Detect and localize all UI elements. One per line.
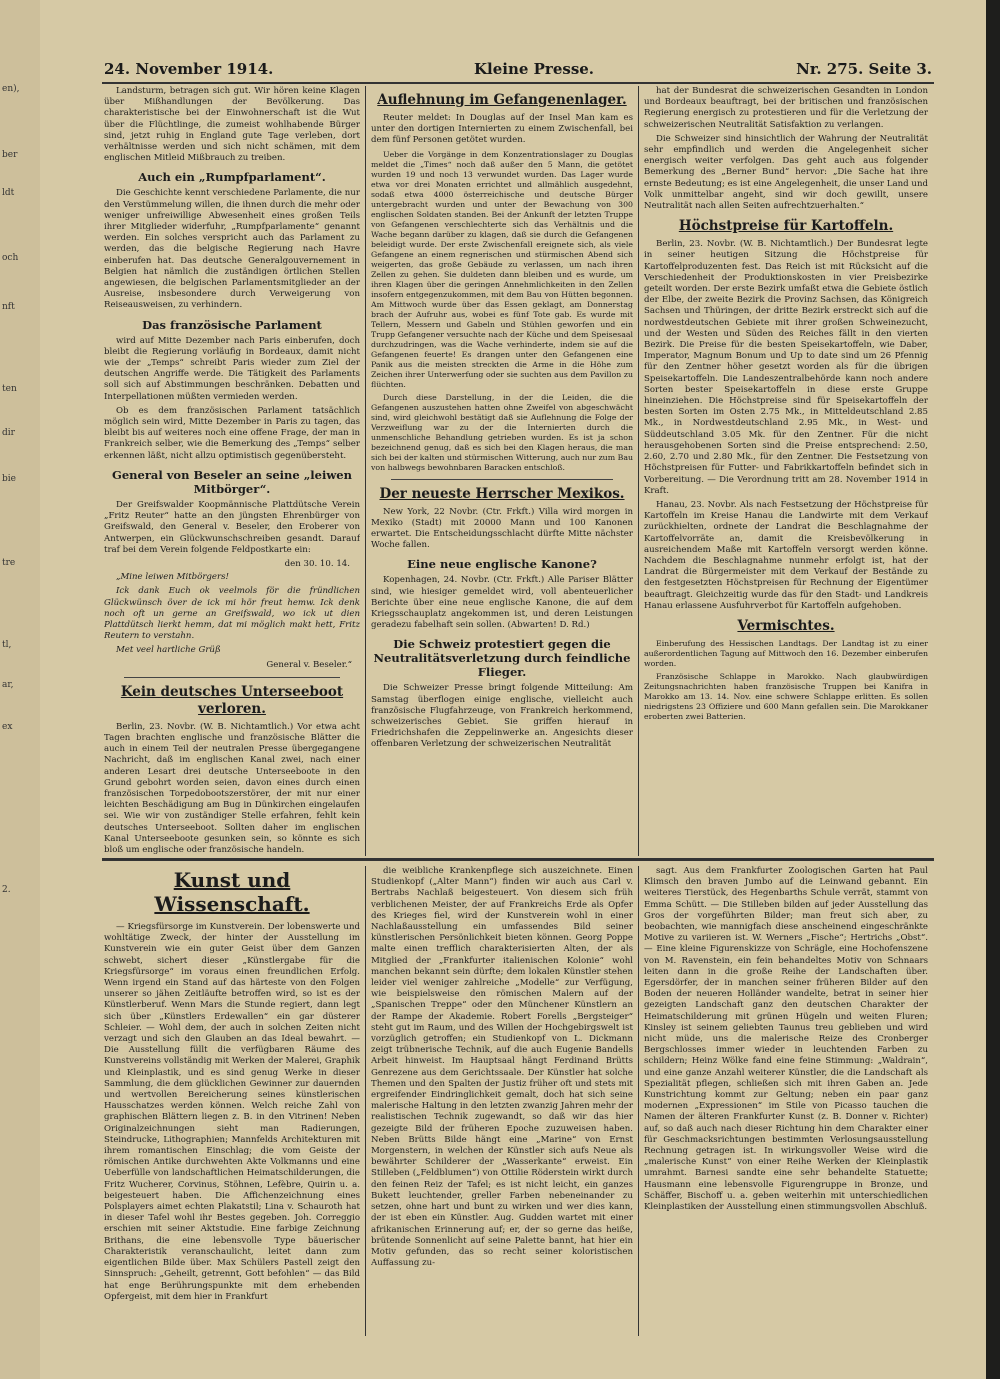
headline-mexiko: Der neueste Herrscher Mexikos. (379, 485, 625, 502)
article-text: hat der Bundesrat die schweizerischen Gesandten in London und Bordeaux beauftragt, bei der britischen und französischen Regierung energisch zu protestieren und für die Verletzung der schweizerischen Neutralität Satisfaktion zu verlangen. (644, 86, 928, 130)
signature: General v. Beseler.“ (266, 659, 352, 670)
strip-fragment: tre (2, 558, 16, 568)
headline-franz-parlament: Das französische Parlament (142, 317, 322, 332)
column-2 (371, 86, 633, 856)
strip-fragment: en), (2, 84, 20, 94)
article-text: wird auf Mitte Dezember nach Paris einberufen, doch bleibt die Regierung vorläufig in Bordeaux, damit nicht wie der „Temps“ schreibt Paris wieder zum Ziel der deutschen Angriffe werde. Die Tätigkeit des Parlaments soll sich auf Abstimmungen beschränken. Debatten und Interpellationen müßten vermieden werden. (104, 335, 360, 402)
article-text: die weibliche Krankenpflege sich auszeichnete. Einen Studienkopf („Alter Mann“) finden wir auch aus Carl v. Bertrabs Nachlaß beigesteuert. Von diesem sich früh verblichenen Meister, der auf Frankreichs Erde als Opfer des Krieges fiel, wird der Kunstverein wohl in einer Nachlaßausstellung ein umfassendes Bild seiner künstlerischen Persönlichkeit bieten können. Georg Poppe malte einen trefflich charakterisierten Alten, der als Mitglied der „Frankfurter italienischen Kolonie“ wohl manchen bekannt sein dürfte; dem lokalen Künstler stehen leider viel weniger zahlreiche „Modelle“ zur Verfügung, wie beispielsweise den römischen Malern auf der „Spanischen Treppe“ oder den Münchener Künstlern an der Rampe der Akademie. Robert Forells „Bergsteiger“ steht gut im Raum, und des Willen der Hochgebirgswelt ist vorzüglich getroffen; ein Studienkopf von L. Dickmann zeigt trübnerische Technik, auf die auch Eugenie Bandells Arbeit hinweist. Im Hauptsaal hängt Ferdinand Brütts Genrezene aus dem Gerichtssaale. Der Künstler hat solche Themen und den Spalten der Justiz früher oft und stets mit ergreifender Eindringlichkeit gemalt, doch hat sich seine malerische Haltung in den letzten zwanzig Jahren mehr der realistischen Technik zugewandt, so daß wir das hier gezeigte Bild der früheren Epoche zuzuweisen haben. Neben Brütts Bilde hängt eine „Marine“ von Ernst Morgenstern, in welchen der Künstler sich aufs Neue als bewährter Schilderer der „Wasserkante“ erweist. Ein Stilleben („Feldblumen“) von Ottilie Röderstein wirkt durch den feinen Reiz der Tafel; es ist nicht leicht, ein ganzes Bukett leuchtender, greller Farben nebeneinander zu setzen, ohne hart und bunt zu wirken und wer dies kann, der ist eben ein Künstler. Aug. Gudden wartet mit einer afrikanischen Erinnerung auf; er, der so gerne das heiße, brütende Sonnenlicht auf seine Palette bannt, hat hier ein Motiv gefunden, das so recht seiner koloristischen Auffassung zu- (371, 866, 633, 1269)
strip-fragment: tl, (2, 640, 12, 650)
headline-rumpfparlament: Auch ein „Rumpfparlament“. (138, 170, 326, 185)
header-title: Kleine Presse. (474, 60, 595, 78)
strip-fragment: bie (2, 474, 16, 484)
kunst-column-1 (104, 866, 360, 1336)
column-3 (644, 86, 928, 856)
article-text: Französische Schlappe in Marokko. Nach glaubwürdigen Zeitungsnachrichten haben französische Truppen bei Kanifra in Marokko am 13. 14. Nov. eine schwere Schlappe erlitten. Es sollen niedrigstens 23 Offiziere und 600 Mann gefallen sein. Die Marokkaner eroberten zwei Batterien. (644, 671, 928, 721)
article-text: Die Schweizer sind hinsichtlich der Wahrung der Neutralität sehr empfindlich und werden die Angelegenheit sicher energisch weiter verfolgen. Das geht auch aus folgender Bemerkung des „Berner Bund“ hervor: „Die Sache hat ihre ernste Bedeutung; es ist eine Angelegenheit, die unser Land und Volk unmittelbar angeht, sind wir doch gewillt, unsere Neutralität nach allen Seiten aufrechtzuerhalten.“ (644, 133, 928, 212)
article-text: Ueber die Vorgänge in dem Konzentrationslager zu Douglas meldet die „Times“ noch daß außer den 5 Mann, die getötet wurden 19 und noch 13 verwundet wurden. Das Lager wurde etwa vor drei Monaten errichtet und allmählich ausgedehnt, sodaß etwa 4000 österreichische und deutsche Bürger untergebracht wurden und unter der Bewachung von 300 englischen Soldaten standen. Bei der Ankunft der letzten Truppe von Gefangenen verschlechterte sich das Verhältnis und die Wache begann darüber zu klagen, daß sie durch die Gefangenen beleidigt wurde. Der erste Zwischenfall ereignete sich, als viele Gefangene an einem regnerischen und stürmischen Abend sich weigerten, das große Gebäude zu verlassen, um nach ihren Zellen zu gehen. Sie duldeten dann bleiben und es wurde, um ihren Klagen über die geringen Annehmlichkeiten in den Zellen insofern entgegenzukommen, mit dem Bau von Hütten begonnen. Am Mittwoch wurde über das Essen geklagt, am Donnerstag brach der Aufruhr aus, wobei es fünf Tote gab. Es wurde mit Tellern, Messern und Gabeln und Stühlen geworfen und ein Trupp Gefangener versuchte nach der Küche und dem Speisesaal durchzudringen, was die Wache verhinderte, indem sie auf die Gefangenen feuerte! Es drangen unter den Gefangenen eine Panik aus die meisten streckten die Arme in die Höhe zum Zeichen ihrer Unterwerfung oder sie suchten aus dem Pavillon zu flüchten. (371, 149, 633, 389)
article-text: Durch diese Darstellung, in der die Leiden, die die Gefangenen auszustehen hatten ohne Zweifel von abgeschwächt sind, wird gleichwohl bestätigt daß sie Auflehnung die Folge der Verzweiflung war zu der die Internierten durch die unmenschliche Behandlung getrieben wurden. Es ist ja schon bezeichnend genug, daß es sich bei den Klagen heraus, die man sich bei der kalten und stürmischen Witterung, auch nur zum Bau von halbwegs bewohnbaren Baracken entschloß. (371, 392, 633, 472)
column-rule (638, 866, 639, 1336)
header-rule (102, 82, 934, 84)
headline-schweiz: Die Schweiz protestiert gegen die Neutralitätsverletzung durch feindliche Flieger. (373, 637, 631, 680)
headline-kanone: Eine neue englische Kanone? (407, 557, 597, 572)
divider (124, 677, 340, 678)
headline-vermischtes: Vermischtes. (737, 617, 835, 634)
quote-text: Met veel hartliche Grüß (116, 645, 221, 656)
strip-fragment: nft (2, 302, 15, 312)
strip-fragment: ten (2, 384, 17, 394)
kunst-column-2 (371, 866, 633, 1336)
section-title-kunst: Kunst und Wissenschaft. (154, 868, 310, 916)
kunst-column-3 (644, 866, 928, 1336)
article-text: sagt. Aus dem Frankfurter Zoologischen Garten hat Paul Klimsch den braven Jumbo auf die Leinwand gebannt. Ein weiteres Tierstück, des Hegenbarths Schule verrät, stammt von Emma Schütt. — Die Stilleben bilden auf jeder Ausstellung das Gros der vorgeführten Bilder; man freut sich aber, zu beobachten, wie mannigfach diese anscheinend eingeschränkte Motive zu variieren ist. W. Werners „Fische“; Hertrichs „Obst“. — Eine kleine Figurenskizze von Schrägle, eine Hochofenszene von M. Ravenstein, ein fein behandeltes Motiv von Schnaars leiten dann in die große Reihe der Landschaften über. Egersdörfer, der in manchen seiner früheren Bilder auf den Boden der neueren Holländer wandelte, betrat in seiner hier gezeigten Landschaft ganz den deutschen Charakter der Heimatschilderung mit grünen Hügeln und weiten Fluren; Kinsley ist seinem geliebten Taunus treu geblieben und wird nicht müde, uns die malerische Reize des Cronberger Bergschlosses immer wieder in leuchtenden Farben zu schildern; Heinz Wölke fand eine feine Stimmung: „Waldrain“, und eine ganze Anzahl weiterer Künstler, die die Landschaft als Spezialität pflegen, schließen sich mit ihren Gaben an. Jede Kunstrichtung kommt zur Geltung; neben ein paar ganz modernen „Expressionen“ im Stile von Picasso tauchen die Namen der älteren Frankfurter Kunst (z. B. Donner v. Richter) auf, so daß auch nach dieser Richtung hin dem Charakter einer für Geschmacksrichtungen bestimmten Verlosungsausstellung Rechnung getragen ist. In wirkungsvoller Weise wird die „malerische Kunst“ von einer Reihe Werken der Kleinplastik umrahmt. Barnesi sandte eine sehr behandelte Statuette; Hausmann eine lebensvolle Figurengruppe in Bronze, und Schäffer, Bischoff u. a. geben weiterhin mit unterschiedlichen Kleinplastiken der Ausstellung einen stimmungsvollen Abschluß. (644, 866, 928, 1213)
strip-fragment: och (2, 253, 19, 263)
section-rule (102, 858, 934, 861)
headline-gefangenenlager: Auflehnung im Gefangenenlager. (377, 92, 627, 108)
headline-beseler: General von Beseler an seine „leiwen Mitbörger“. (112, 467, 352, 496)
adjacent-page-strip (0, 0, 41, 1379)
strip-fragment: dir (2, 428, 15, 438)
article-text: Einberufung des Hessischen Landtags. Der Landtag ist zu einer außerordentlichen Tagung auf Mittwoch den 16. Dezember einberufen worden. (644, 638, 928, 668)
column-rule (365, 86, 366, 856)
header-date: 24. November 1914. (104, 60, 274, 78)
strip-fragment: 2. (2, 885, 11, 895)
headline-kartoffeln: Höchstpreise für Kartoffeln. (678, 218, 894, 235)
newspaper-page (40, 0, 986, 1379)
article-text: — Kriegsfürsorge im Kunstverein. Der lobenswerte und wohltätige Zweck, der hinter der Ausstellung im Kunstverein wie ein guter Geist über dem Ganzen schwebt, sichert dieser „Künstlergabe für die Kriegsfürsorge“ im voraus einen freundlichen Erfolg. Wenn irgend ein Stand auf das härteste von den Folgen unserer so jähen Zeitläufte betroffen wird, so ist es der Künstlerberuf. Wenn Mars die Stunde regiert, dann legt sich über „Künstlers Erdewallen“ ein gar düsterer Schleier. — Wohl dem, der auch in solchen Zeiten nicht verzagt und sich den Glauben an das Ideal bewahrt. — Die Ausstellung füllt die verfügbaren Räume des Kunstvereins vollständig mit Werken der Malerei, Graphik und Kleinplastik, und es sind genug Werke in dieser Sammlung, die dem glücklichen Gewinner zur dauernden und wertvollen Bereicherung seines künstlerischen Hausschatzes werden können. Welch reiche Zahl von graphischen Blättern liegen z. B. in den Vitrinen! Neben Originalzeichnungen sieht man Radierungen, Steindrucke, Lithographien; Mannfelds Architekturen mit ihrem romantischen Einschlag; die vom Geiste der römischen Antike durchwehten Akte Volkmanns und eine Ueberfülle von landschaftlichen Heimatschilderungen, die Fritz Wucherer, Corvinus, Stöhnen, Lefèbre, Quirin u. a. beigesteuert haben. Die Affichenzeichnung eines Polsplayers aimet echten Plakatstil; Lina v. Schauroth hat in dieser Tafel wohl ihr Bestes gegeben. Joh. Correggio erschien mit seiner Aktstudie. Eine farbige Zeichnung Brithans, die eine lebensvolle Type bäuerischer Charakteristik veranschaulicht, leitet dann zum eigentlichen Bilde über. Max Schülers Pastell zeigt den Sinnspruch: „Geheilt, getrennt, Gott befohlen“ — das Bild hat enge Berührungspunkte mit dem erhebenden Opfergeist, mit dem hier in Frankfurt (104, 922, 360, 1302)
article-text: Die Schweizer Presse bringt folgende Mitteilung: Am Samstag überflogen einige englische, vielleicht auch französische Flugfahrzeuge, von Frankreich herkommend, schweizerisches Gebiet. Sie griffen hierauf in Friedrichshafen die Zeppelinwerke an. Angesichts dieser offenbaren Verletzung der schweizerischen Neutralität (371, 683, 633, 750)
article-text: Ob es dem französischen Parlament tatsächlich möglich sein wird, Mitte Dezember in Paris zu tagen, das bleibt bis auf weiteres noch eine offene Frage, der man in Frankreich selber, wie die Bemerkung des „Temps“ selber erkennen läßt, nicht allzu optimistisch gegenübersteht. (104, 405, 360, 461)
strip-fragment: ldt (2, 188, 15, 198)
article-text: Hanau, 23. Novbr. Als nach Festsetzung der Höchstpreise für Kartoffeln im Kreise Hanau die Landwirte mit dem Verkauf zurückhielten, ordnete der Landrat die Beschlagnahme der Kartoffelvorräte an, damit die Kreisbevölkerung in ausreichendem Maße mit Kartoffeln versorgt werden könne. Nachdem die Beschlagnahme nunmehr erfolgt ist, hat der Landrat die Bürgermeister mit dem Verkauf der Bestände zu den festgesetzten Höchstpreisen für Rechnung der Eigentümer beauftragt. Gleichzeitig wurde das für den Stadt- und Landkreis Hanau erlassene Ausfuhrverbot für Kartoffeln aufgehoben. (644, 499, 928, 611)
page-header (104, 60, 932, 82)
strip-fragment: ber (2, 150, 18, 160)
article-text: Kopenhagen, 24. Novbr. (Ctr. Frkft.) Alle Pariser Blätter sind, wie hiesiger gemeldet wird, voll abenteuerlicher Berichte über eine neue englische Kanone, die auf dem Kriegsschauplatz angekommen ist, und deren Leistungen geradezu fabelhaft sein sollen. (Abwarten! D. Rd.) (371, 575, 633, 631)
strip-fragment: ex (2, 722, 13, 732)
article-text: Der Greifswalder Koopmännische Plattdütsche Verein „Fritz Reuter“ hatte an den jüngsten Ehrenbürger von Greifswald, den General v. Beseler, den Eroberer von Antwerpen, ein Glückwunschschreiben gesandt. Darauf traf bei dem Verein folgende Feldpostkarte ein: (104, 499, 360, 555)
quote-text: „Mine leiwen Mitbörgers! (116, 572, 229, 583)
article-text: Berlin, 23. Novbr. (W. B. Nichtamtlich.) Der Bundesrat legte in seiner heutigen Sitzung die Höchstpreise für Kartoffelproduzenten fest. Das Reich ist mit Rücksicht auf die Verschiedenheit der Produktionskosten in vier Preisbezirke geteilt worden. Der erste Bezirk umfaßt etwa die Gebiete östlich der Elbe, der zweite Bezirk die Provinz Sachsen, das Königreich Sachsen und Thüringen, der dritte Bezirk erstreckt sich auf die nordwestdeutschen Gebiete mit ihrer großen Schweinezucht, und der Westen und Süden des Reiches fällt in den vierten Bezirk. Die Preise für die besten Speisekartoffeln, wie Daber, Imperator, Magnum Bonum und Up to date sind um 26 Pfennig für den Zentner höher gesetzt worden als für die übrigen Speisekartoffeln. Die Landeszentralbehörde kann noch andere Sorten bester Speisekartoffeln in diese erste Gruppe hineinziehen. Die Höchstpreise sind für Speisekartoffeln der besten Sorten im Osten 2.75 Mk., in Mitteldeutschland 2.85 Mk., in Nordwestdeutschland 2.95 Mk., in West- und Süddeutschland 3.05 Mk. für den Zentner. Für die nicht herausgehobenen Sorten sind die Preise entsprechend: 2.50, 2.60, 2.70 und 2.80 Mk., für den Zentner. Die Festsetzung von Höchstpreisen für Futter- und Fabrikkartoffeln befindet sich in Vorbereitung. — Die Verordnung tritt am 28. November 1914 in Kraft. (644, 239, 928, 496)
article-text: New York, 22 Novbr. (Ctr. Frkft.) Villa wird morgen in Mexiko (Stadt) mit 20000 Mann und 100 Kanonen erwartet. Die Entscheidungsschlacht dürfte Mitte nächster Woche fallen. (371, 506, 633, 551)
divider (391, 479, 613, 480)
column-1 (104, 86, 360, 856)
dateline: den 30. 10. 14. (284, 558, 350, 569)
scan-edge (986, 0, 1000, 1379)
article-text: Berlin, 23. Novbr. (W. B. Nichtamtlich.) Vor etwa acht Tagen brachten englische und französische Blätter die auch in einem Teil der neutralen Presse übergegangene Nachricht, daß im englischen Kanal zwei, nach einer anderen Lesart drei deutsche Unterseeboote in den Grund gebohrt worden seien, davon eines durch einen französischen Torpedobootszerstörer, der mit nur einer leichten Beschädigung am Bug in Dünkirchen eingelaufen sei. Wie wir von zuständiger Stelle erfahren, fehlt kein deutsches Unterseeboot. Sollten daher im englischen Kanal Unterseeboote gesunken sein, so könnte es sich bloß um englische oder französische handeln. (104, 721, 360, 855)
quote-text: Ick dank Euch ok veelmols för die fründlichen Glückwünsch över de ick mi hör freut hemw. Ick denk noch oft un gerne an Greifswald, wo ick ut dien Plattdütsch lierkt hemm, dat mi möglich makt hett, Fritz Reutern to verstahn. (104, 586, 360, 642)
headline-unterseeboot: Kein deutsches Unterseeboot verloren. (120, 683, 344, 717)
column-rule (365, 866, 366, 1336)
header-issue: Nr. 275. Seite 3. (796, 60, 932, 78)
strip-fragment: ar, (2, 680, 14, 690)
article-text: Reuter meldet: In Douglas auf der Insel Man kam es unter den dortigen Internierten zu einem Zwischenfall, bei dem fünf Personen getötet wurden. (371, 113, 633, 146)
column-rule (638, 86, 639, 856)
article-text: Landsturm, betragen sich gut. Wir hören keine Klagen über Mißhandlungen der Bevölkerung. Das charakteristische bei der Einwohnerschaft ist die Wut über die Flüchtlinge, die zumeist wohlhabende Bürger sind, jetzt ruhig in England gute Tage verleben, dort verhältnisse werden und sich nicht schämen, mit dem englischen Mitleid Mißbrauch zu treiben. (104, 86, 360, 164)
article-text: Die Geschichte kennt verschiedene Parlamente, die nur den Verstümmelung willen, die ihnen durch die mehr oder weniger unfreiwillige Abwesenheit eines großen Teils ihrer Mitglieder widerfuhr, „Rumpfparlamente“ genannt werden. Ein solches verspricht auch das Parlament zu werden, das die belgische Regierung nach Havre einberufen hat. Das deutsche Generalgouvernement in Belgien hat nämlich die zuständigen örtlichen Stellen angewiesen, die belgischen Parlamentsmitglieder an der Ausreise, insbesondere durch Verweigerung von Reiseausweisen, zu verhindern. (104, 188, 360, 311)
